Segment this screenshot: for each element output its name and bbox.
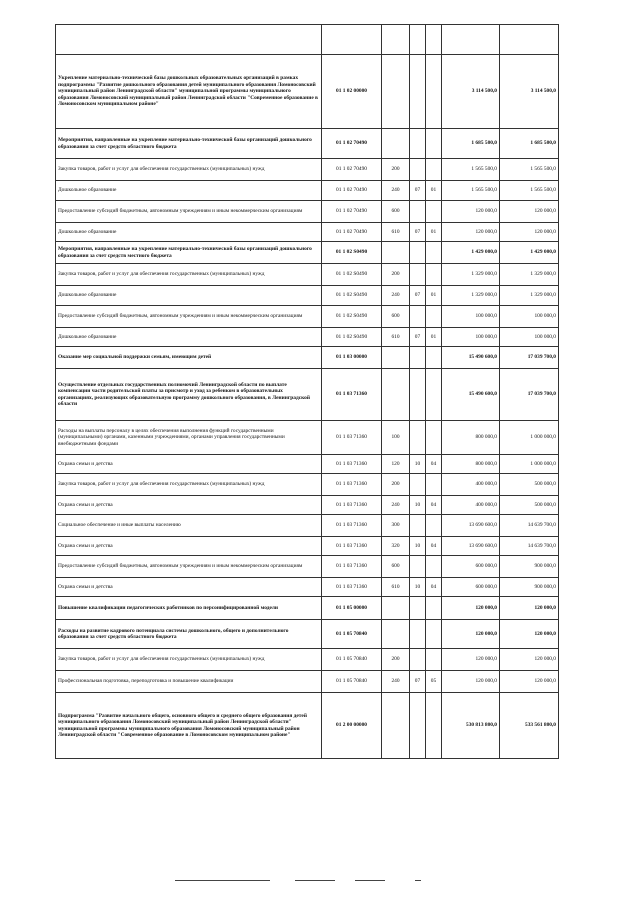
cell-s1: 120 000,0 bbox=[442, 620, 500, 649]
cell-code: 01 1 05 00000 bbox=[322, 597, 382, 620]
cell-pr bbox=[426, 515, 442, 537]
table-row bbox=[56, 496, 559, 515]
cell-s1: 1 329 000,0 bbox=[442, 264, 500, 286]
cell-name: Профессиональная подготовка, переподготовка и повышение квалификации bbox=[56, 671, 322, 693]
table-row bbox=[56, 223, 559, 242]
cell-name: Дошкольное образование bbox=[56, 328, 322, 347]
cell-vr: 100 bbox=[382, 421, 410, 455]
table-row bbox=[56, 25, 559, 55]
cell-s1: 3 114 500,0 bbox=[442, 55, 500, 129]
cell-code: 01 1 02 70490 bbox=[322, 181, 382, 201]
cell-vr bbox=[382, 369, 410, 421]
cell-name: Расходы на выплаты персоналу в целях обеспечения выполнения функций государственными (муниципальными) органами, казенными учреждениями, органами управления государственными внебюджетными фондами bbox=[56, 421, 322, 455]
cell-rz: 07 bbox=[410, 181, 426, 201]
cell-vr: 600 bbox=[382, 556, 410, 578]
cell-pr: 01 bbox=[426, 223, 442, 242]
cell-s1: 120 000,0 bbox=[442, 671, 500, 693]
cell-pr bbox=[426, 25, 442, 55]
cell-name: Мероприятия, направленные на укрепление материально-технической базы организаций дошкольного образования за счет средств областного бюджета bbox=[56, 129, 322, 159]
table-row bbox=[56, 671, 559, 693]
cell-pr bbox=[426, 159, 442, 181]
cell-vr: 610 bbox=[382, 578, 410, 597]
table-row bbox=[56, 649, 559, 671]
table-row bbox=[56, 159, 559, 181]
cell-vr: 600 bbox=[382, 201, 410, 223]
cell-code: 01 1 02 70490 bbox=[322, 201, 382, 223]
cell-s2 bbox=[500, 25, 559, 55]
cell-vr: 240 bbox=[382, 671, 410, 693]
cell-name: Осуществление отдельных государственных полномочий Ленинградской области по выплате компенсации части родительской платы за присмотр и уход за ребенком в образовательных организациях, реализующих образовательную программу дошкольного образования, в Ленинградской области bbox=[56, 369, 322, 421]
cell-vr bbox=[382, 347, 410, 369]
cell-code: 01 1 05 70840 bbox=[322, 620, 382, 649]
table-row bbox=[56, 306, 559, 328]
cell-vr: 240 bbox=[382, 286, 410, 306]
cell-vr bbox=[382, 129, 410, 159]
table-row bbox=[56, 515, 559, 537]
table-row bbox=[56, 201, 559, 223]
cell-code: 01 1 03 71360 bbox=[322, 578, 382, 597]
cell-name: Охрана семьи и детства bbox=[56, 578, 322, 597]
table-row bbox=[56, 369, 559, 421]
cell-s2: 120 000,0 bbox=[500, 671, 559, 693]
cell-code: 01 1 05 70840 bbox=[322, 649, 382, 671]
cell-s2: 1 685 500,0 bbox=[500, 129, 559, 159]
budget-table-body bbox=[56, 25, 559, 759]
cell-code: 01 1 02 S0490 bbox=[322, 242, 382, 264]
cell-name: Предоставление субсидий бюджетным, автономным учреждениям и иным некоммерческим организациям bbox=[56, 556, 322, 578]
table-row bbox=[56, 578, 559, 597]
cell-s1: 15 490 600,0 bbox=[442, 369, 500, 421]
cell-s1: 100 000,0 bbox=[442, 328, 500, 347]
cell-s1: 120 000,0 bbox=[442, 597, 500, 620]
table-row bbox=[56, 474, 559, 496]
cell-name: Дошкольное образование bbox=[56, 181, 322, 201]
table-row bbox=[56, 286, 559, 306]
cell-rz bbox=[410, 306, 426, 328]
cell-s2: 100 000,0 bbox=[500, 328, 559, 347]
cell-pr: 04 bbox=[426, 496, 442, 515]
cell-rz bbox=[410, 242, 426, 264]
table-row bbox=[56, 347, 559, 369]
cell-pr bbox=[426, 129, 442, 159]
cell-rz bbox=[410, 620, 426, 649]
cell-code: 01 1 03 71360 bbox=[322, 455, 382, 474]
cell-s2: 120 000,0 bbox=[500, 620, 559, 649]
cell-code: 01 1 02 S0490 bbox=[322, 264, 382, 286]
cell-name: Закупка товаров, работ и услуг для обеспечения государственных (муниципальных) нужд bbox=[56, 649, 322, 671]
cell-code: 01 1 03 71360 bbox=[322, 421, 382, 455]
cell-vr: 610 bbox=[382, 328, 410, 347]
cell-name: Закупка товаров, работ и услуг для обеспечения государственных (муниципальных) нужд bbox=[56, 474, 322, 496]
cell-s2: 120 000,0 bbox=[500, 597, 559, 620]
cell-rz: 07 bbox=[410, 328, 426, 347]
cell-name: Расходы на развитие кадрового потенциала системы дошкольного, общего и дополнительного образования за счет средств областного бюджета bbox=[56, 620, 322, 649]
cell-s2: 1 565 500,0 bbox=[500, 181, 559, 201]
table-row bbox=[56, 264, 559, 286]
table-row bbox=[56, 55, 559, 129]
cell-code: 01 1 05 70840 bbox=[322, 671, 382, 693]
cell-name: Охрана семьи и детства bbox=[56, 455, 322, 474]
cell-s1: 120 000,0 bbox=[442, 223, 500, 242]
cell-s1: 120 000,0 bbox=[442, 649, 500, 671]
cell-name: Дошкольное образование bbox=[56, 286, 322, 306]
cell-vr: 300 bbox=[382, 515, 410, 537]
cell-s1: 1 329 000,0 bbox=[442, 286, 500, 306]
cell-name: Предоставление субсидий бюджетным, автономным учреждениям и иным некоммерческим организациям bbox=[56, 201, 322, 223]
cell-pr bbox=[426, 620, 442, 649]
cell-rz: 10 bbox=[410, 578, 426, 597]
cell-rz: 10 bbox=[410, 496, 426, 515]
cell-rz: 07 bbox=[410, 286, 426, 306]
table-row bbox=[56, 328, 559, 347]
cell-code: 01 1 02 S0490 bbox=[322, 306, 382, 328]
cell-name: Закупка товаров, работ и услуг для обеспечения государственных (муниципальных) нужд bbox=[56, 159, 322, 181]
cell-vr: 200 bbox=[382, 649, 410, 671]
table-row bbox=[56, 421, 559, 455]
cell-pr bbox=[426, 306, 442, 328]
cell-s1: 120 000,0 bbox=[442, 201, 500, 223]
cell-pr: 04 bbox=[426, 537, 442, 556]
cell-name: Охрана семьи и детства bbox=[56, 496, 322, 515]
cell-code: 01 1 02 S0490 bbox=[322, 328, 382, 347]
cell-code: 01 1 02 70490 bbox=[322, 159, 382, 181]
cell-name: Закупка товаров, работ и услуг для обеспечения государственных (муниципальных) нужд bbox=[56, 264, 322, 286]
cell-code: 01 1 02 70490 bbox=[322, 223, 382, 242]
cell-name: Мероприятия, направленные на укрепление материально-технической базы организаций дошкольного образования за счет средств местного бюджета bbox=[56, 242, 322, 264]
cell-name: Подпрограмма "Развитие начального общего, основного общего и среднего общего образования детей муниципального образования Ломоносовский муниципальный район Ленинградской области" муниципальной программы муниципального образования Ломоносовский муниципальный район Ленинградской области "Современное образование в Ломоносовском муниципальном районе" bbox=[56, 693, 322, 759]
cell-s2: 500 000,0 bbox=[500, 496, 559, 515]
cell-pr bbox=[426, 347, 442, 369]
cell-vr: 320 bbox=[382, 537, 410, 556]
cell-pr bbox=[426, 55, 442, 129]
cell-s2: 1 329 000,0 bbox=[500, 264, 559, 286]
cell-code: 01 1 03 71360 bbox=[322, 537, 382, 556]
cell-vr bbox=[382, 620, 410, 649]
cell-pr bbox=[426, 693, 442, 759]
cell-code bbox=[322, 25, 382, 55]
cell-vr bbox=[382, 25, 410, 55]
cell-vr: 200 bbox=[382, 159, 410, 181]
cell-s1: 1 565 500,0 bbox=[442, 159, 500, 181]
cell-name: Укрепление материально-технической базы дошкольных образовательных организаций в рамках подпрограммы "Развитие дошкольного образования детей муниципального образования Ломоносовский муниципальный район Ленинградской области" муниципальной программы муниципального образования Ломоносовский муниципальный район Ленинградской области "Современное образование в Ломоносовском муниципальном районе" bbox=[56, 55, 322, 129]
cell-name: Дошкольное образование bbox=[56, 223, 322, 242]
cell-s2: 120 000,0 bbox=[500, 223, 559, 242]
cell-s1: 1 565 500,0 bbox=[442, 181, 500, 201]
cell-s2: 1 329 000,0 bbox=[500, 286, 559, 306]
cell-pr bbox=[426, 649, 442, 671]
cell-vr: 200 bbox=[382, 474, 410, 496]
cell-s1: 800 000,0 bbox=[442, 421, 500, 455]
cell-rz bbox=[410, 515, 426, 537]
cell-rz bbox=[410, 347, 426, 369]
cell-rz bbox=[410, 474, 426, 496]
budget-sheet bbox=[55, 24, 558, 759]
cell-s2: 1 429 000,0 bbox=[500, 242, 559, 264]
cell-pr bbox=[426, 597, 442, 620]
cell-rz bbox=[410, 25, 426, 55]
cell-vr bbox=[382, 242, 410, 264]
cell-rz bbox=[410, 369, 426, 421]
cell-s1: 600 000,0 bbox=[442, 556, 500, 578]
cell-code: 01 1 03 71360 bbox=[322, 515, 382, 537]
cell-s2: 14 639 700,0 bbox=[500, 537, 559, 556]
cell-code: 01 1 02 70490 bbox=[322, 129, 382, 159]
cell-s2: 1 000 000,0 bbox=[500, 455, 559, 474]
cell-s2: 3 114 500,0 bbox=[500, 55, 559, 129]
cell-s2: 100 000,0 bbox=[500, 306, 559, 328]
cell-s2: 14 639 700,0 bbox=[500, 515, 559, 537]
cell-code: 01 1 02 S0490 bbox=[322, 286, 382, 306]
budget-table bbox=[55, 24, 559, 759]
cell-pr bbox=[426, 369, 442, 421]
cell-s1: 13 690 600,0 bbox=[442, 515, 500, 537]
cell-s1: 13 690 600,0 bbox=[442, 537, 500, 556]
cell-name: Социальное обеспечение и иные выплаты населению bbox=[56, 515, 322, 537]
cell-vr bbox=[382, 597, 410, 620]
cell-rz bbox=[410, 421, 426, 455]
cell-s2: 533 561 800,0 bbox=[500, 693, 559, 759]
cell-name: Повышение квалификации педагогических работников по персонифицированной модели bbox=[56, 597, 322, 620]
table-row bbox=[56, 620, 559, 649]
cell-rz bbox=[410, 597, 426, 620]
cell-code: 01 2 00 00000 bbox=[322, 693, 382, 759]
cell-rz: 07 bbox=[410, 671, 426, 693]
table-row bbox=[56, 556, 559, 578]
footer-marks bbox=[175, 880, 435, 886]
cell-rz bbox=[410, 159, 426, 181]
cell-vr: 120 bbox=[382, 455, 410, 474]
cell-s1: 400 000,0 bbox=[442, 496, 500, 515]
cell-rz: 10 bbox=[410, 537, 426, 556]
cell-code: 01 1 03 71360 bbox=[322, 369, 382, 421]
cell-pr: 04 bbox=[426, 578, 442, 597]
cell-s2: 17 039 700,0 bbox=[500, 347, 559, 369]
cell-vr: 240 bbox=[382, 181, 410, 201]
cell-s1: 800 000,0 bbox=[442, 455, 500, 474]
cell-pr: 05 bbox=[426, 671, 442, 693]
cell-rz bbox=[410, 201, 426, 223]
cell-rz: 07 bbox=[410, 223, 426, 242]
cell-code: 01 1 02 00000 bbox=[322, 55, 382, 129]
cell-s2: 17 039 700,0 bbox=[500, 369, 559, 421]
cell-rz bbox=[410, 264, 426, 286]
cell-s2: 120 000,0 bbox=[500, 201, 559, 223]
cell-s2: 1 000 000,0 bbox=[500, 421, 559, 455]
cell-s1: 530 813 800,0 bbox=[442, 693, 500, 759]
cell-s1: 100 000,0 bbox=[442, 306, 500, 328]
cell-s2: 900 000,0 bbox=[500, 578, 559, 597]
cell-s1 bbox=[442, 25, 500, 55]
cell-name: Предоставление субсидий бюджетным, автономным учреждениям и иным некоммерческим организациям bbox=[56, 306, 322, 328]
cell-rz bbox=[410, 55, 426, 129]
table-row bbox=[56, 242, 559, 264]
cell-pr bbox=[426, 201, 442, 223]
cell-s2: 900 000,0 bbox=[500, 556, 559, 578]
cell-pr bbox=[426, 474, 442, 496]
cell-rz bbox=[410, 556, 426, 578]
cell-pr bbox=[426, 421, 442, 455]
cell-pr bbox=[426, 556, 442, 578]
cell-pr bbox=[426, 264, 442, 286]
cell-pr: 01 bbox=[426, 328, 442, 347]
cell-s1: 400 000,0 bbox=[442, 474, 500, 496]
cell-rz bbox=[410, 649, 426, 671]
cell-s1: 1 429 000,0 bbox=[442, 242, 500, 264]
cell-vr bbox=[382, 693, 410, 759]
table-row bbox=[56, 455, 559, 474]
cell-pr: 01 bbox=[426, 181, 442, 201]
table-row bbox=[56, 129, 559, 159]
cell-vr: 200 bbox=[382, 264, 410, 286]
cell-code: 01 1 03 00000 bbox=[322, 347, 382, 369]
cell-vr: 240 bbox=[382, 496, 410, 515]
cell-code: 01 1 03 71360 bbox=[322, 496, 382, 515]
table-row bbox=[56, 597, 559, 620]
cell-s1: 600 000,0 bbox=[442, 578, 500, 597]
cell-pr: 04 bbox=[426, 455, 442, 474]
cell-name: Охрана семьи и детства bbox=[56, 537, 322, 556]
cell-name bbox=[56, 25, 322, 55]
cell-s1: 15 490 600,0 bbox=[442, 347, 500, 369]
cell-s2: 120 000,0 bbox=[500, 649, 559, 671]
cell-rz: 10 bbox=[410, 455, 426, 474]
table-row bbox=[56, 537, 559, 556]
cell-vr: 600 bbox=[382, 306, 410, 328]
cell-code: 01 1 03 71360 bbox=[322, 556, 382, 578]
cell-s2: 500 000,0 bbox=[500, 474, 559, 496]
table-row bbox=[56, 181, 559, 201]
cell-rz bbox=[410, 129, 426, 159]
cell-vr: 610 bbox=[382, 223, 410, 242]
cell-code: 01 1 03 71360 bbox=[322, 474, 382, 496]
cell-vr bbox=[382, 55, 410, 129]
cell-pr bbox=[426, 242, 442, 264]
cell-name: Оказание мер социальной поддержки семьям, имеющим детей bbox=[56, 347, 322, 369]
table-row bbox=[56, 693, 559, 759]
cell-pr: 01 bbox=[426, 286, 442, 306]
cell-s1: 1 685 500,0 bbox=[442, 129, 500, 159]
cell-rz bbox=[410, 693, 426, 759]
cell-s2: 1 565 500,0 bbox=[500, 159, 559, 181]
